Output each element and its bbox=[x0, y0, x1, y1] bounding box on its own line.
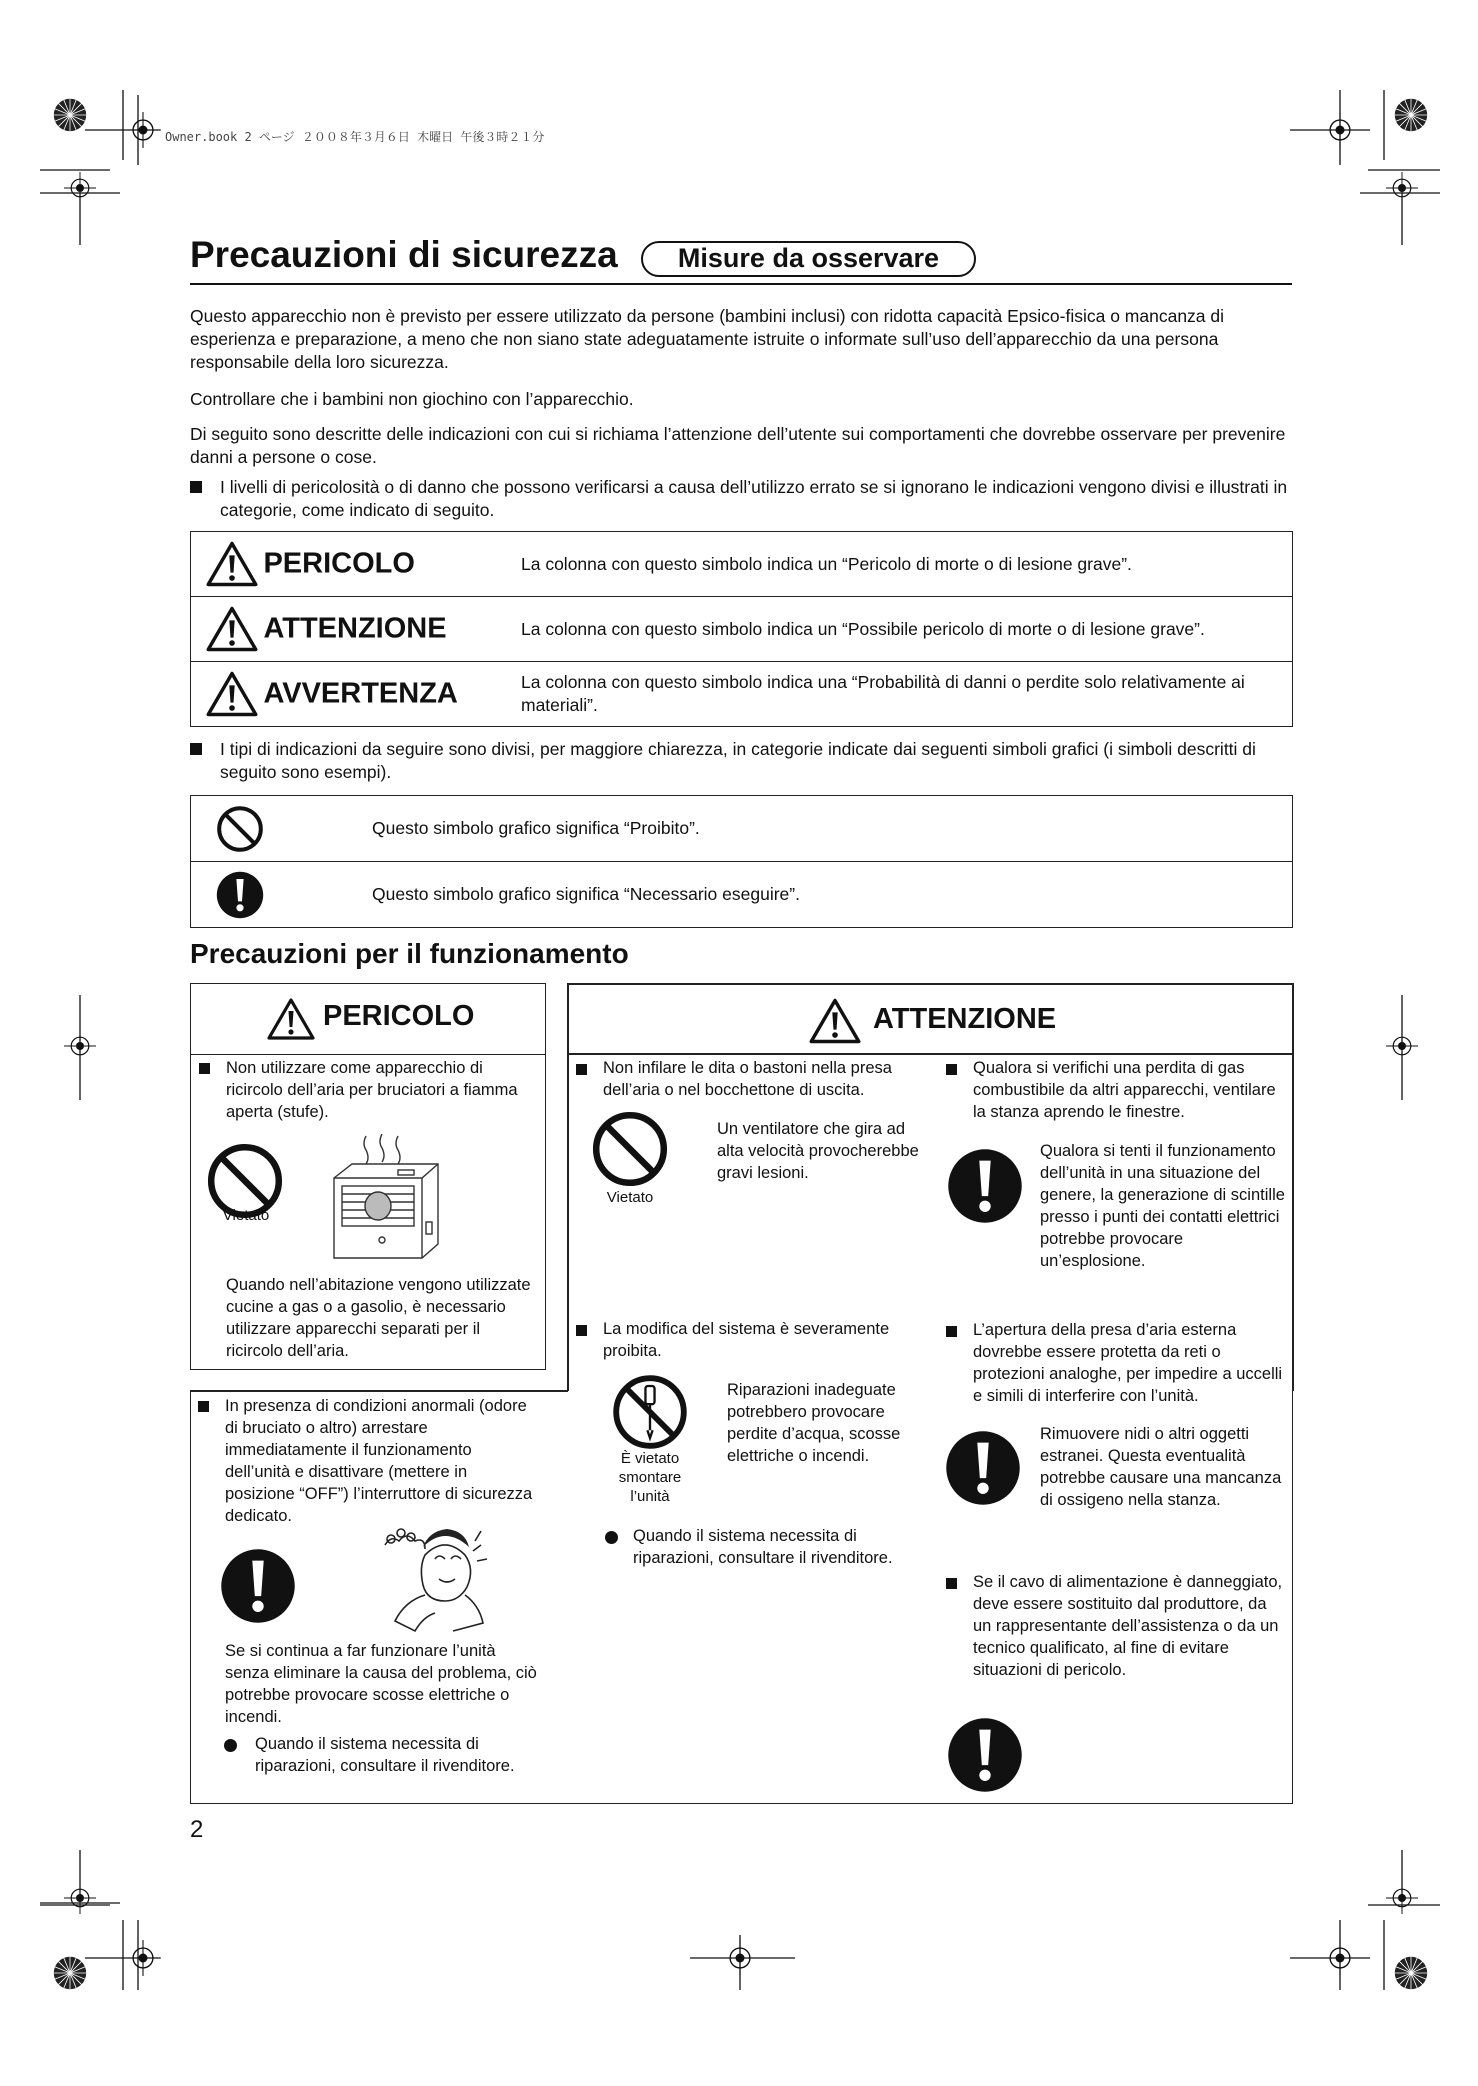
pericolo-item-1-note: Quando nell’abitazione vengono utilizzate cucine a gas o a gasolio, è necessario utilizzare apparecchi separati per il ricircolo dell’aria. bbox=[226, 1276, 531, 1360]
prohibited-icon bbox=[591, 1110, 669, 1188]
level-row bbox=[191, 532, 1293, 597]
divider bbox=[1292, 983, 1294, 1391]
page-title: Precauzioni di sicurezza bbox=[190, 234, 618, 275]
dot-bullet-icon bbox=[605, 1531, 618, 1544]
attenzione-c2-item-2-note: Rimuovere nidi o altri oggetti estranei. Questa eventualità potrebbe causare una mancanza di ossigeno nella stanza. bbox=[1040, 1425, 1282, 1509]
mandatory-icon bbox=[945, 1430, 1021, 1506]
symbol-row bbox=[191, 862, 1293, 928]
section-title: Precauzioni per il funzionamento bbox=[190, 938, 629, 969]
square-bullet-icon bbox=[576, 1064, 587, 1075]
attenzione-c2-item-1: Qualora si verifichi una perdita di gas combustibile da altri apparecchi, ventilare la stanza aprendo le finestre. bbox=[973, 1059, 1276, 1121]
divider bbox=[567, 983, 569, 1391]
symbol-description: Questo simbolo grafico significa “Proibito”. bbox=[372, 796, 1293, 862]
attenzione-c1-item-1: Non infilare le dita o bastoni nella presa dell’aria o nel bocchettone di uscita. bbox=[603, 1059, 892, 1099]
dot-bullet-icon bbox=[224, 1739, 237, 1752]
attenzione-c1-item-2-dot: Quando il sistema necessita di riparazioni, consultare il rivenditore. bbox=[633, 1527, 893, 1567]
danger-levels-table bbox=[190, 531, 1293, 727]
title-rule bbox=[190, 283, 1292, 285]
level-description: La colonna con questo simbolo indica una “Probabilità di danni o perdite solo relativamente ai materiali”. bbox=[521, 662, 1293, 727]
intro-paragraph-1: Questo apparecchio non è previsto per essere utilizzato da persone (bambini inclusi) con ridotta capacità Epsico-fisica o mancanza di esperienza e preparazione, a meno che non siano state adeguatamente istruite o informate sull’uso dell’apparecchio da una persona responsabile della loro sicurezza. bbox=[190, 306, 1225, 372]
pericolo-header: PERICOLO bbox=[191, 984, 545, 1055]
square-bullet-icon bbox=[946, 1326, 957, 1337]
page-number: 2 bbox=[190, 1816, 204, 1843]
vietato-caption: Vietato bbox=[222, 1207, 270, 1224]
warning-triangle-icon bbox=[205, 670, 259, 718]
pericolo-item-2-note: Se si continua a far funzionare l’unità senza eliminare la causa del problema, ciò potrebbe provocare scosse elettriche o incendi. bbox=[225, 1642, 537, 1726]
mandatory-icon bbox=[216, 871, 264, 919]
vietato-caption: Vietato bbox=[606, 1189, 654, 1206]
pericolo-box bbox=[190, 983, 546, 1370]
level-row bbox=[191, 662, 1293, 727]
divider bbox=[190, 1390, 568, 1392]
square-bullet-icon bbox=[199, 1063, 210, 1074]
level-description: La colonna con questo simbolo indica un “Pericolo di morte o di lesione grave”. bbox=[521, 532, 1293, 597]
warning-triangle-icon bbox=[808, 997, 862, 1045]
warning-triangle-icon bbox=[205, 540, 259, 588]
square-bullet-icon bbox=[198, 1401, 209, 1412]
attenzione-c1-item-2: La modifica del sistema è severamente proibita. bbox=[603, 1320, 890, 1360]
warning-triangle-icon bbox=[205, 605, 259, 653]
person-smelling-smoke-illustration bbox=[365, 1525, 490, 1635]
pericolo-item-2-dot: Quando il sistema necessita di riparazioni, consultare il rivenditore. bbox=[255, 1735, 515, 1775]
pericolo-item-2: In presenza di condizioni anormali (odore di bruciato o altro) arrestare immediatamente il funzionamento dell’unità e disattivare (mettere in posizione “OFF”) l’interruttore di sicurezza dedicato. bbox=[225, 1397, 533, 1525]
attenzione-c2-item-3: Se il cavo di alimentazione è danneggiato, deve essere sostituito dal produttore, da un rappresentante dell’assistenza o da un tecnico qualificato, al fine di evitare situazioni di pericolo. bbox=[973, 1573, 1283, 1679]
mandatory-icon bbox=[947, 1148, 1023, 1224]
attenzione-header: ATTENZIONE bbox=[873, 1003, 1057, 1035]
intro-paragraph-3: Di seguito sono descritte delle indicazioni con cui si richiama l’attenzione dell’utente sui comportamenti che dovrebbe osservare per prevenire danni a persone o cose. bbox=[190, 424, 1286, 467]
mandatory-icon bbox=[220, 1548, 296, 1624]
square-bullet-icon bbox=[946, 1064, 957, 1075]
attenzione-c1-item-2-note: Riparazioni inadeguate potrebbero provocare perdite d’acqua, scosse elettriche o incendi. bbox=[727, 1381, 901, 1465]
level-label: ATTENZIONE bbox=[263, 612, 447, 645]
no-disassembly-icon bbox=[611, 1373, 689, 1451]
attenzione-c2-item-1-note: Qualora si tenti il funzionamento dell’unità in una situazione del genere, la generazione di scintille presso i punti dei contatti elettrici potrebbe provocare un’esplosione. bbox=[1040, 1142, 1285, 1270]
symbols-table bbox=[190, 795, 1293, 928]
attenzione-c1-item-1-note: Un ventilatore che gira ad alta velocità provocherebbe gravi lesioni. bbox=[717, 1120, 919, 1182]
mandatory-icon bbox=[947, 1717, 1023, 1793]
no-disassembly-caption: È vietato smontare l’unità bbox=[618, 1450, 682, 1505]
intro-paragraph-2: Controllare che i bambini non giochino con l’apparecchio. bbox=[190, 389, 634, 409]
symbol-description: Questo simbolo grafico significa “Necessario eseguire”. bbox=[372, 862, 1293, 928]
divider bbox=[567, 1053, 1293, 1055]
pericolo-item-1: Non utilizzare come apparecchio di ricircolo dell’aria per bruciatori a fiamma aperta (stufe). bbox=[226, 1059, 518, 1121]
divider bbox=[567, 983, 1293, 985]
print-header: Owner.book 2 ページ ２００８年３月６日 木曜日 午後３時２１分 bbox=[165, 130, 545, 144]
attenzione-c2-item-2: L’apertura della presa d’aria esterna dovrebbe essere protetta da reti o protezioni analoghe, per impedire a uccelli e simili di interferire con l’unità. bbox=[973, 1321, 1283, 1405]
square-bullet-icon bbox=[190, 743, 202, 755]
gas-heater-illustration bbox=[326, 1134, 444, 1264]
warning-triangle-icon bbox=[266, 997, 316, 1041]
square-bullet-icon bbox=[190, 481, 202, 493]
level-description: La colonna con questo simbolo indica un “Possibile pericolo di morte o di lesione grave”. bbox=[521, 597, 1293, 662]
level-row bbox=[191, 597, 1293, 662]
symbol-row bbox=[191, 796, 1293, 862]
square-bullet-icon bbox=[946, 1578, 957, 1589]
level-label: PERICOLO bbox=[263, 547, 415, 580]
level-label: AVVERTENZA bbox=[263, 677, 458, 710]
title-pill: Misure da osservare bbox=[641, 241, 976, 277]
prohibited-icon bbox=[216, 805, 264, 853]
square-bullet-icon bbox=[576, 1325, 587, 1336]
